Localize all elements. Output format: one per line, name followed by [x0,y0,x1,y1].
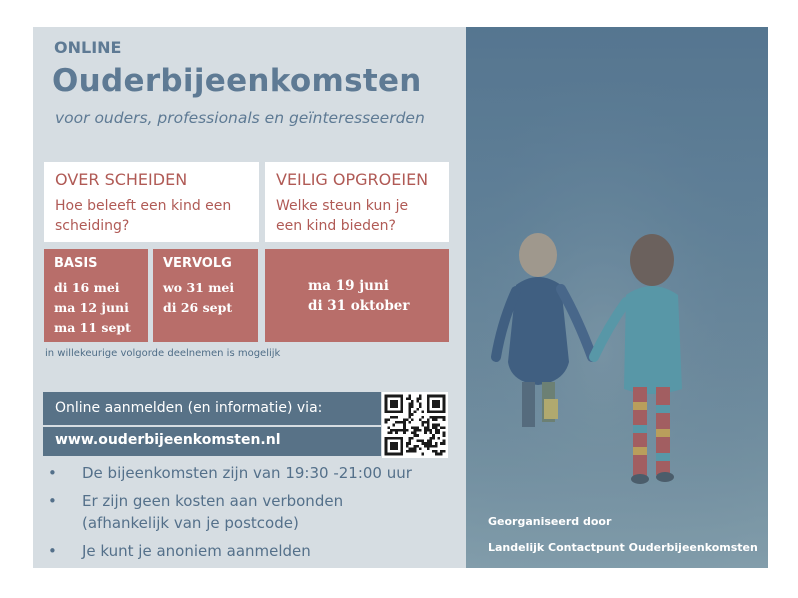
date-list [308,276,410,316]
schedule-vervolg [153,249,258,342]
page-title: Ouderbijeenkomsten [52,63,422,99]
topic-question-line: een kind bieden? [276,218,396,234]
list-item [48,462,412,484]
date-item: di 26 sept [163,300,233,315]
date-item: ma 11 sept [54,320,131,335]
divider [43,425,381,427]
bullet-icon: • [48,542,57,560]
list-item-text: (afhankelijk van je postcode) [82,514,299,532]
date-list [54,278,131,338]
date-item: ma 19 juni [308,278,389,294]
photo-panel [466,27,768,568]
date-list [163,278,234,318]
topic-over-scheiden [44,162,259,242]
topic-question-line: scheiding? [55,218,130,234]
kicker: ONLINE [54,38,122,57]
organizer-name: Landelijk Contactpunt Ouderbijeenkomsten [488,541,758,554]
schedule-veilig-opgroeien [265,249,449,342]
list-item [48,540,412,562]
schedule-label: VERVOLG [163,256,232,271]
date-item: wo 31 mei [163,280,235,295]
bullet-icon: • [48,492,57,510]
schedule-label: BASIS [54,256,98,271]
schedule-basis [44,249,148,342]
date-item: di 16 mei [54,280,120,295]
order-note: in willekeurige volgorde deelnemen is mogelijk [45,348,281,359]
bullet-icon: • [48,464,57,482]
subtitle: voor ouders, professionals en geïnteresseerden [55,109,425,127]
topic-title: VEILIG OPGROEIEN [276,170,429,189]
website-link[interactable]: www.ouderbijeenkomsten.nl [55,432,281,448]
topic-veilig-opgroeien [265,162,449,242]
qr-code-icon[interactable] [382,392,448,458]
registration-text: Online aanmelden (en informatie) via: [55,400,323,416]
topic-question-line: Welke steun kun je [276,198,409,214]
list-item-text: Er zijn geen kosten aan verbonden [82,492,344,510]
list-item-text: De bijeenkomsten zijn van 19:30 -21:00 uur [82,464,412,482]
topic-question [276,196,408,236]
registration-banner [43,392,381,456]
topic-title: OVER SCHEIDEN [55,170,188,189]
children-photo [466,27,768,568]
list-item [48,490,412,534]
organizer-label: Georganiseerd door [488,515,612,528]
flyer [33,27,768,568]
list-item-text: Je kunt je anoniem aanmelden [82,542,311,560]
date-item: ma 12 juni [54,300,129,315]
topic-question-line: Hoe beleeft een kind een [55,198,232,214]
info-panel [33,27,466,568]
info-list [48,462,412,568]
date-item: di 31 oktober [308,298,410,314]
topic-question [55,196,231,236]
